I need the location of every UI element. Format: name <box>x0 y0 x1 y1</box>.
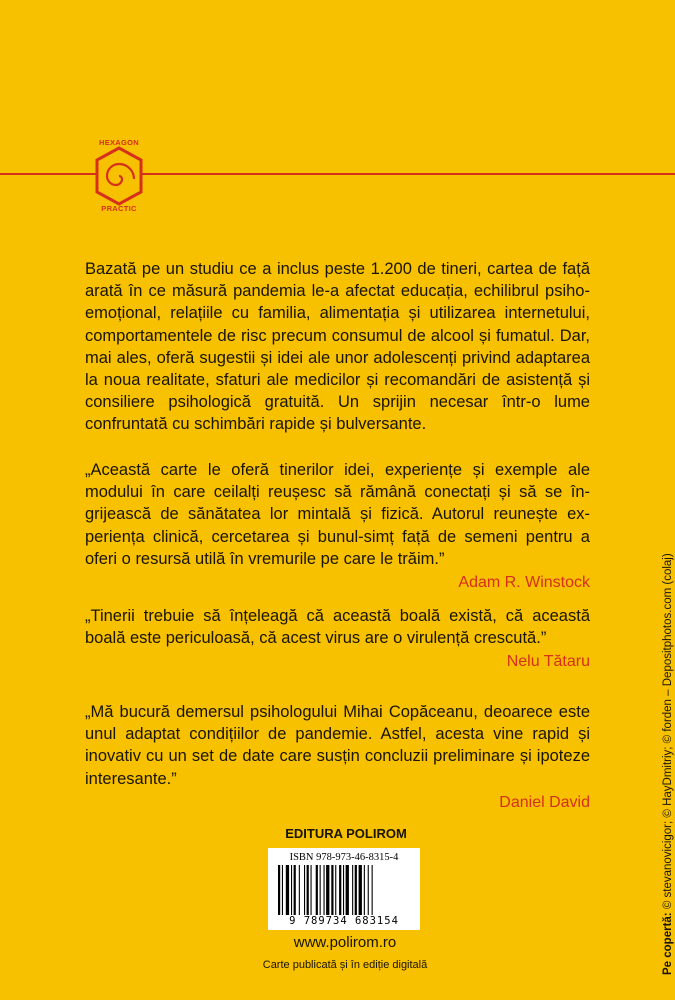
quote-author: Adam R. Winstock <box>458 574 590 592</box>
logo-bottom-text: PRACTIC <box>101 204 137 213</box>
cover-image-credit <box>662 553 674 975</box>
hexagon-spiral-icon <box>87 140 151 212</box>
quote-block <box>85 605 590 671</box>
quote-block <box>85 459 590 592</box>
barcode-number: 9 789734 683154 <box>289 915 399 927</box>
isbn-label: ISBN 978-973-46-8315-4 <box>289 852 399 863</box>
digital-edition-note: Carte publicată și în ediție digitală <box>262 959 428 971</box>
isbn-barcode <box>268 848 420 930</box>
hexagon-practic-logo <box>87 140 151 212</box>
cover-credit-text: © stevanovicigor; © HayDmitriy; © forden – Depositphotos.com (colaj) <box>662 553 674 913</box>
quote-block <box>85 701 590 812</box>
publisher-website[interactable]: www.polirom.ro <box>293 934 397 951</box>
quote-text: „Tinerii trebuie să înțeleagă că această boală există, că această boală este periculoasă, că acest virus are o virulență crescută.” <box>85 607 590 648</box>
quote-text: „Această carte le oferă tinerilor idei, experiențe și exemple ale modului în care ceilalți reușesc să rămână conectați și să se îngrijească de sănătatea lor mintală și fizică. Autorul reunește experiența clinică, cercetarea și bunul-simț față de semeni pentru a oferi o resursă utilă în vremurile pe care le trăim.” <box>85 461 590 568</box>
publisher-name: EDITURA POLIROM <box>285 826 407 841</box>
logo-top-text: HEXAGON <box>98 138 140 147</box>
quote-author: Nelu Tătaru <box>506 653 590 671</box>
description-text: Bazată pe un studiu ce a inclus peste 1.200 de tineri, cartea de față arată în ce măsură pandemia le-a afectat educația, echilibrul psihoemoțional, relațiile cu familia, alimentația și utilizarea internetului, comportamentele de risc precum consumul de alcool și fumatul. Dar, mai ales, oferă sugestii și idei ale unor adolescenți privind adaptarea la noua realitate, sfaturi ale medicilor și recomandări de asistență și consiliere psihologică gratuită. Un sprijin necesar într-o lume confruntată cu schimbări rapide și bulversante. <box>85 260 590 434</box>
cover-credit-label: Pe copertă: <box>662 912 674 975</box>
quote-author: Daniel David <box>499 793 590 811</box>
barcode-icon <box>278 865 410 915</box>
book-description <box>85 258 590 436</box>
quote-text: „Mă bucură demersul psihologului Mihai Copăceanu, deoarece este unul adaptat condițiilor de pandemie. Astfel, acesta vine rapid și inovativ cu un set de date care susțin concluzii preliminare și ipoteze interesante.” <box>85 703 590 788</box>
